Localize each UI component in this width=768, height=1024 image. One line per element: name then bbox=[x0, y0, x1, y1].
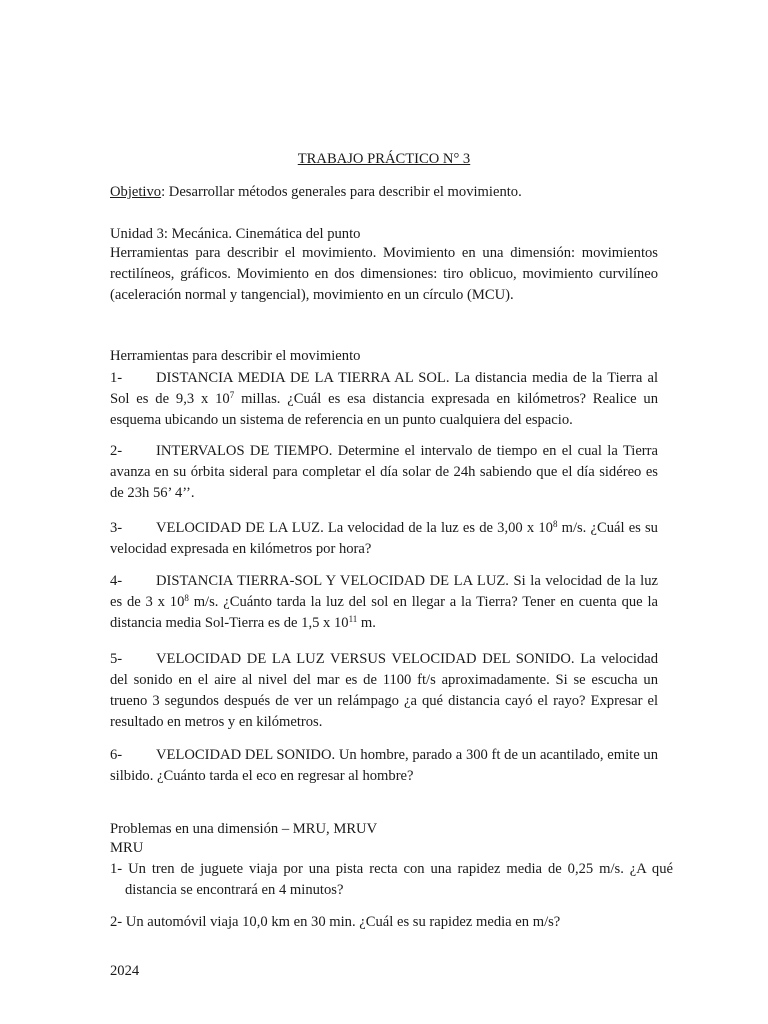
problems-subheading: MRU bbox=[110, 840, 144, 856]
problem-item-1: 1- Un tren de juguete viaja por una pista recta con una rapidez media de 0,25 m/s. ¿A qué distancia se encontrará en 4 minutos? bbox=[110, 861, 673, 898]
tools-heading: Herramientas para describir el movimiento bbox=[110, 348, 361, 364]
item-number: 3- bbox=[110, 520, 123, 536]
document-title bbox=[110, 149, 658, 170]
problem-item-2: 2- Un automóvil viaja 10,0 km en 30 min. ¿Cuál es su rapidez media en m/s? bbox=[110, 914, 561, 930]
unit-description: Herramientas para describir el movimiento. Movimiento en una dimensión: movimientos rectilíneos, gráficos. Movimiento en dos dimensiones: tiro oblicuo, movimiento curvilíneo (aceleración normal y tangencial), movimiento en un círculo (MCU). bbox=[110, 245, 658, 303]
objective-label: Objetivo bbox=[110, 184, 162, 200]
tool-item-4: 4- DISTANCIA TIERRA-SOL Y VELOCIDAD DE LA LUZ. Si la velocidad de la luz es de 3 x $10^8$ m/s. ¿Cuánto tarda la luz del sol en llegar a la Tierra? Tener en cuenta que la distancia media Sol-Tierra es de 1,5 x $10^{11}$ m. bbox=[110, 573, 658, 631]
tool-item-2: 2- INTERVALOS DE TIEMPO. Determine el intervalo de tiempo en el cual la Tierra avanza en su órbita sideral para completar el día solar de 24h sabiendo que el día sidéreo es de 23h 56’ 4’’. bbox=[110, 443, 658, 501]
item-number: 4- bbox=[110, 573, 123, 589]
objective-text: : Desarrollar métodos generales para describir el movimiento. bbox=[161, 184, 522, 200]
superscript: 7 bbox=[229, 390, 235, 400]
unit-heading: Unidad 3: Mecánica. Cinemática del punto bbox=[110, 226, 361, 242]
tool-item-6: 6- VELOCIDAD DEL SONIDO. Un hombre, parado a 300 ft de un acantilado, emite un silbido. ¿Cuánto tarda el eco en regresar al hombre? bbox=[110, 747, 658, 784]
item-number: 5- bbox=[110, 651, 123, 667]
item-number: 1- bbox=[110, 370, 123, 386]
objective-line bbox=[110, 182, 658, 203]
tool-item-1: 1- DISTANCIA MEDIA DE LA TIERRA AL SOL. La distancia media de la Tierra al Sol es de 9,3 x $10^7$ millas. ¿Cuál es esa distancia expresada en kilómetros? Realice un esquema ubicando un sistema de referencia en un punto cualquiera del espacio. bbox=[110, 370, 658, 428]
footer-year: 2024 bbox=[110, 963, 140, 979]
superscript: 11 bbox=[348, 614, 358, 624]
superscript: 8 bbox=[552, 519, 558, 529]
tool-item-5: 5- VELOCIDAD DE LA LUZ VERSUS VELOCIDAD DEL SONIDO. La velocidad del sonido en el aire al nivel del mar es de 1100 ft/s aproximadamente. Si se escucha un trueno 3 segundos después de ver un relámpago ¿a qué distancia cayó el rayo? Expresar el resultado en metros y en kilómetros. bbox=[110, 651, 658, 730]
problems-heading: Problemas en una dimensión – MRU, MRUV bbox=[110, 821, 378, 837]
title-text: TRABAJO PRÁCTICO N° 3 bbox=[297, 151, 471, 167]
item-number: 6- bbox=[110, 747, 123, 763]
tool-item-3: 3- VELOCIDAD DE LA LUZ. La velocidad de la luz es de 3,00 x $10^8$ m/s. ¿Cuál es su velocidad expresada en kilómetros por hora? bbox=[110, 519, 658, 557]
superscript: 8 bbox=[184, 593, 189, 603]
item-number: 2- bbox=[110, 443, 123, 459]
